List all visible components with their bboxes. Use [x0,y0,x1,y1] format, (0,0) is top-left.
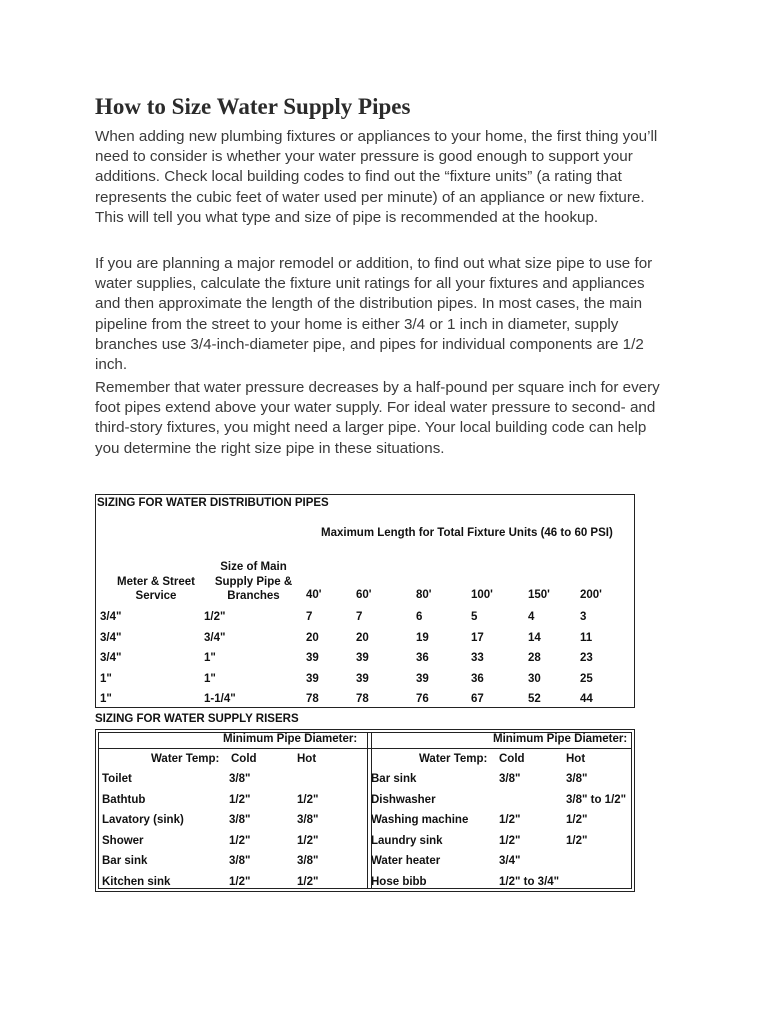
right-hot-value: 3/8" to 1/2" [566,793,627,806]
row-meter-cell: 1" [100,672,112,685]
right-fixture-name: Hose bibb [371,875,427,888]
row-main-cell: 1" [204,672,216,685]
left-hot-value: 1/2" [297,834,319,847]
row-length-value: 25 [580,672,593,685]
row-main-cell: 1/2" [204,611,226,623]
row-length-value: 17 [471,631,484,644]
right-fixture-name: Water heater [371,855,441,867]
row-main-cell: 3/4" [204,631,226,644]
row-length-value: 67 [471,693,484,705]
row-length-value: 30 [528,672,541,685]
row-meter-cell: 3/4" [100,652,122,664]
paragraph-pressure: Remember that water pressure decreases by a half-pound per square inch for every foot pipes extend above your water supply. For ideal water pressure to second- and third-story fixtures, you might need a larger pipe. Your local building code can help you determine the right size pipe in these situations. [95,379,660,457]
left-cold-value: 3/8" [229,773,251,785]
distribution-table [95,494,635,708]
row-length-value: 39 [356,672,369,685]
left-cold-label: Cold [231,753,257,765]
left-fixture-name: Toilet [102,773,132,785]
row-length-value: 76 [416,693,429,705]
row-length-value: 78 [306,693,319,705]
right-fixture-name: Bar sink [371,773,417,785]
row-length-value: 44 [580,693,593,705]
row-length-value: 14 [528,631,541,644]
right-cold-label: Cold [499,753,525,765]
left-cold-value: 3/8" [229,814,251,826]
left-fixture-name: Lavatory (sink) [102,814,184,826]
right-fixture-name: Dishwasher [371,793,436,806]
left-hot-value: 1/2" [297,875,319,888]
left-hot-value: 1/2" [297,793,319,806]
length-header: 150' [528,589,550,601]
right-fixture-name: Washing machine [371,814,469,826]
right-cold-value: 3/4" [499,855,521,867]
risers-table [95,729,635,892]
row-length-value: 20 [356,631,369,644]
row-length-value: 36 [471,672,484,685]
left-hot-value: 3/8" [297,814,319,826]
page-title: How to Size Water Supply Pipes [95,94,411,119]
row-length-value: 36 [416,652,429,664]
right-hot-value: 3/8" [566,773,588,785]
left-fixture-name: Bathtub [102,793,146,806]
row-length-value: 20 [306,631,319,644]
right-cold-value: 1/2" [499,814,521,826]
row-length-value: 5 [471,611,478,623]
row-length-value: 11 [580,631,593,644]
left-fixture-name: Bar sink [102,855,148,867]
risers-table-title: SIZING FOR WATER SUPPLY RISERS [95,713,299,725]
left-hot-label: Hot [297,753,317,765]
length-header: 200' [580,589,602,601]
row-length-value: 3 [580,611,587,623]
length-header: 40' [306,589,322,601]
row-length-value: 6 [416,611,423,623]
right-min-diameter-label: Minimum Pipe Diameter: [493,733,628,745]
left-fixture-name: Kitchen sink [102,875,171,888]
right-cold-value: 3/8" [499,773,521,785]
row-length-value: 33 [471,652,484,664]
row-length-value: 78 [356,693,369,705]
left-water-temp-label: Water Temp: [151,753,220,765]
left-cold-value: 1/2" [229,875,251,888]
row-meter-cell: 3/4" [100,611,122,623]
distribution-table-subtitle: Maximum Length for Total Fixture Units (46 to 60 PSI) [321,527,613,539]
row-length-value: 39 [306,652,319,664]
column-header-meter: Meter & Street Service [117,576,195,602]
row-length-value: 19 [416,631,429,644]
distribution-table-title: SIZING FOR WATER DISTRIBUTION PIPES [97,497,329,509]
right-hot-value: 1/2" [566,834,588,847]
row-main-cell: 1-1/4" [204,693,236,705]
row-length-value: 39 [306,672,319,685]
left-fixture-name: Shower [102,834,144,847]
row-meter-cell: 1" [100,693,112,705]
right-water-temp-label: Water Temp: [419,753,488,765]
row-length-value: 23 [580,652,593,664]
length-header: 80' [416,589,432,601]
column-header-main-supply: Size of Main Supply Pipe & Branches [214,561,293,602]
paragraph-intro: When adding new plumbing fixtures or appliances to your home, the first thing you’ll need to consider is whether your water pressure is good enough to support your additions. Check local building codes to find out the “fixture units” (a rating that represents the cubic feet of water used per minute) of an appliance or new fixture. This will tell you what type and size of pipe is recommended at the hookup. [95,128,658,226]
paragraph-remodel: If you are planning a major remodel or addition, to find out what size pipe to use for water supplies, calculate the fixture unit ratings for all your fixtures and appliances and then approximate the length of the distribution pipes. In most cases, the main pipeline from the street to your home is either 3/4 or 1 inch in diameter, supply branches use 3/4-inch-diameter pipe, and pipes for individual components are 1/2 inch. [95,255,653,374]
right-cold-value: 1/2" [499,834,521,847]
row-length-value: 7 [306,611,313,623]
left-cold-value: 1/2" [229,793,251,806]
length-header: 100' [471,589,493,601]
row-length-value: 39 [416,672,429,685]
right-hot-label: Hot [566,753,586,765]
right-cold-value: 1/2" to 3/4" [499,875,560,888]
row-length-value: 4 [528,611,535,623]
length-header: 60' [356,589,372,601]
right-hot-value: 1/2" [566,814,588,826]
row-main-cell: 1" [204,652,216,664]
left-cold-value: 3/8" [229,855,251,867]
row-length-value: 39 [356,652,369,664]
row-length-value: 28 [528,652,541,664]
left-hot-value: 3/8" [297,855,319,867]
row-meter-cell: 3/4" [100,631,122,644]
right-fixture-name: Laundry sink [371,834,443,847]
row-length-value: 7 [356,611,363,623]
left-cold-value: 1/2" [229,834,251,847]
left-min-diameter-label: Minimum Pipe Diameter: [223,733,358,745]
row-length-value: 52 [528,693,541,705]
